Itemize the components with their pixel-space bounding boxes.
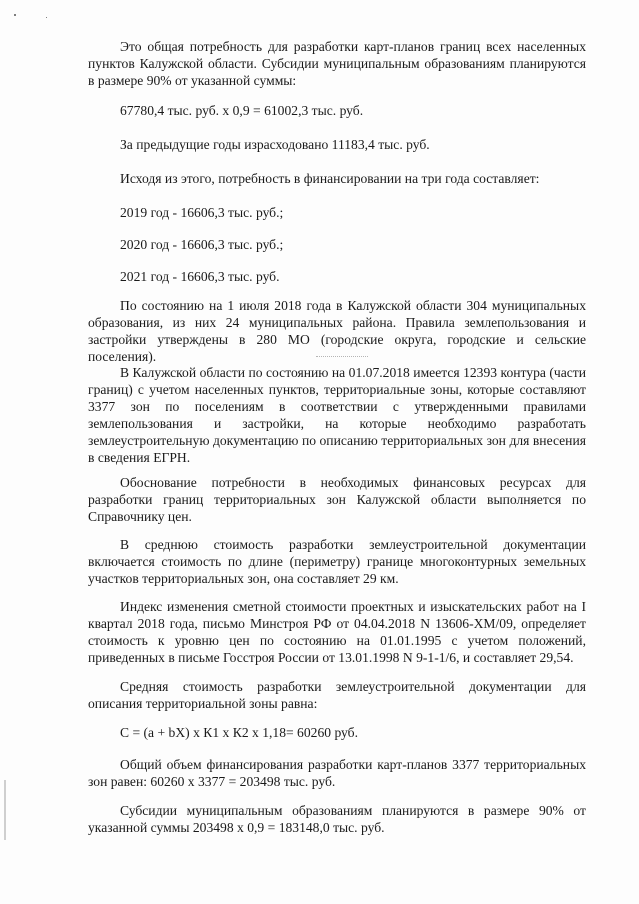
list-item-2020: 2020 год - 16606,3 тыс. руб.; <box>120 237 284 252</box>
paragraph-cost-index: Индекс изменения сметной стоимости проектных и изыскательских работ на I квартал 2018 года, письмо Минстроя РФ от 04.04.2018 N 13606-ХМ/09, определяет стоимость к уровню цен по состоянию на 01.01.1995 с учетом положений, приведенных в письме Госстроя России от 13.01.1998 N 9-1-1/6, и составляет 29,54. <box>88 599 586 665</box>
paragraph-justification: Обоснование потребности в необходимых финансовых ресурсах для разработки границ территориальных зон Калужской области выполняется по Справочнику цен. <box>88 475 586 524</box>
formula-zone-cost: С = (а + bХ) х К1 х К2 х 1,18= 60260 руб. <box>120 725 358 740</box>
formula-subsidy-settlements: 67780,4 тыс. руб. х 0,9 = 61002,3 тыс. руб. <box>120 103 364 118</box>
paragraph-spent-previous-years: За предыдущие годы израсходовано 11183,4 тыс. руб. <box>120 137 430 152</box>
paragraph-average-cost: В среднюю стоимость разработки землеустроительной документации включается стоимость по длине (периметру) границе многоконтурных земельных участков территориальных зон, она составляет 29 км. <box>88 537 586 586</box>
list-item-2019: 2019 год - 16606,3 тыс. руб.; <box>120 205 284 220</box>
list-item-2021: 2021 год - 16606,3 тыс. руб. <box>120 269 280 284</box>
paragraph-subsidy-intro: Это общая потребность для разработки карт-планов границ всех населенных пунктов Калужской области. Субсидии муниципальным образованиям планируются в размере 90% от указанной суммы: <box>88 39 586 88</box>
scan-artifact-line <box>316 356 368 358</box>
paragraph-contours: В Калужской области по состоянию на 01.07.2018 имеется 12393 контура (части границ) с учетом населенных пунктов, территориальные зоны, которые составляют 3377 зон по поселениям в соответствии с утвержденными правилами землепользования и застройки, на которые необходимо разработать землеустроительную документацию по описанию территориальных зон для внесения в сведения ЕГРН. <box>88 365 586 465</box>
scan-edge-mark <box>4 780 6 840</box>
scan-speck <box>46 17 47 18</box>
paragraph-three-year-need: Исходя из этого, потребность в финансировании на три года составляет: <box>120 171 540 186</box>
paragraph-average-zone-cost: Средняя стоимость разработки землеустроительной документации для описания территориальной зоны равна: <box>88 679 586 711</box>
paragraph-subsidy-zones: Субсидии муниципальным образованиям планируются в размере 90% от указанной суммы 203498 х 0,9 = 183148,0 тыс. руб. <box>88 803 586 835</box>
paragraph-municipalities: По состоянию на 1 июля 2018 года в Калужской области 304 муниципальных образования, из них 24 муниципальных района. Правила землепользования и застройки утверждены в 280 МО (городские округа, городские и сельские поселения). <box>88 298 586 364</box>
paragraph-total-financing: Общий объем финансирования разработки карт-планов 3377 территориальных зон равен: 60260 х 3377 = 203498 тыс. руб. <box>88 757 586 789</box>
scan-speck <box>14 14 16 16</box>
